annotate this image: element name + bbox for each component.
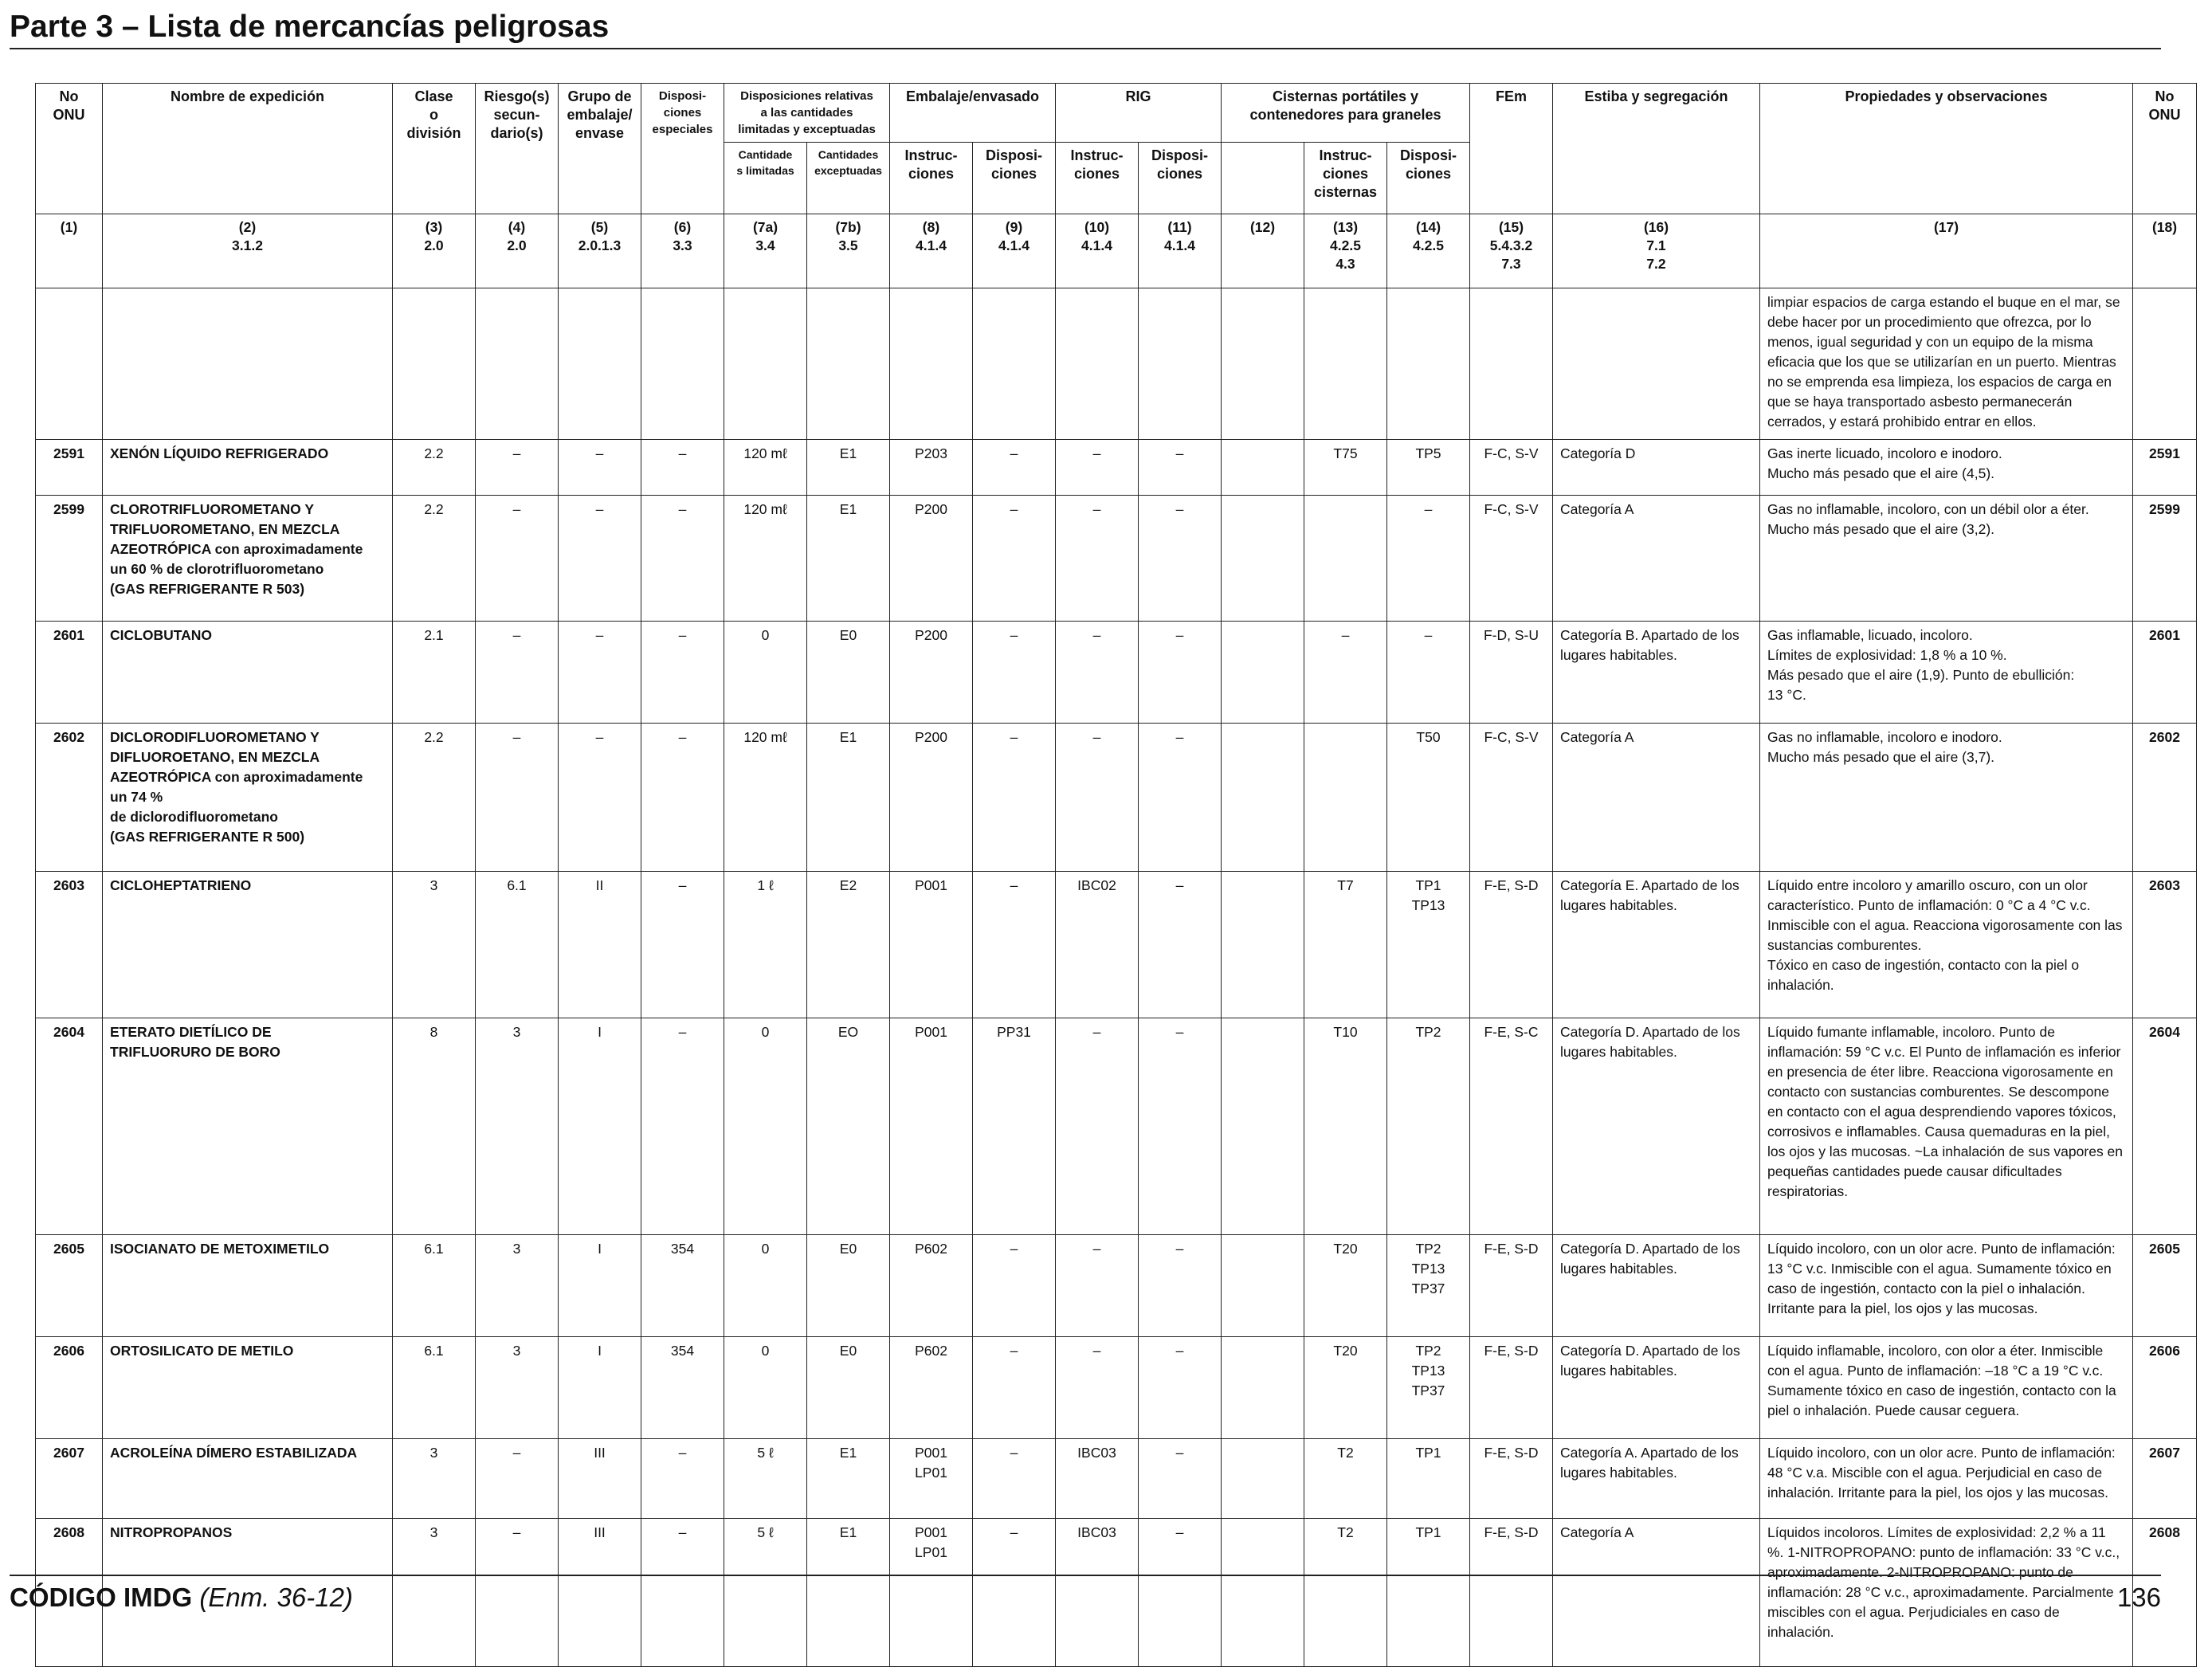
header-disposiciones-especiales: Disposi- ciones especiales <box>641 84 724 214</box>
special-provisions-cell: – <box>641 1439 724 1519</box>
packing-group-cell: I <box>559 1018 641 1235</box>
column-12-cell <box>1222 496 1304 622</box>
column-number-7: (7a) 3.4 <box>724 214 807 288</box>
footer-divider <box>10 1575 2161 1576</box>
limited-quantity-cell: 120 mℓ <box>724 440 807 496</box>
special-provisions-cell: 354 <box>641 1337 724 1439</box>
column-number-4: (4) 2.0 <box>476 214 559 288</box>
properties-cell: Gas no inflamable, incoloro e inodoro. Mucho más pesado que el aire (3,7). <box>1760 724 2133 872</box>
tank-instruction-cell: T7 <box>1304 872 1387 1018</box>
special-provisions-cell: – <box>641 440 724 496</box>
properties-cell: Líquido inflamable, incoloro, con olor a éter. Inmiscible con el agua. Punto de inflamación: –18 °C a 19 °C v.c. Sumamente tóxico en caso de ingestión, contacto con la piel o inhalación. Puede causar ceguera. <box>1760 1337 2133 1439</box>
stowage-cell: Categoría B. Apartado de los lugares habitables. <box>1553 622 1760 724</box>
risk-cell: 6.1 <box>476 872 559 1018</box>
header-divider <box>10 48 2161 49</box>
ibc-instruction-cell: – <box>1056 496 1139 622</box>
ibc-provision-cell: – <box>1139 1519 1222 1667</box>
name-cell: XENÓN LÍQUIDO REFRIGERADO <box>103 440 393 496</box>
header-instrucciones-cisternas: Instruc- ciones cisternas <box>1304 143 1387 214</box>
ibc-provision-cell: – <box>1139 872 1222 1018</box>
class-cell: 8 <box>393 1018 476 1235</box>
ibc-provision-cell: – <box>1139 1018 1222 1235</box>
name-cell: ORTOSILICATO DE METILO <box>103 1337 393 1439</box>
name-cell: CICLOHEPTATRIENO <box>103 872 393 1018</box>
header-embalaje-instrucciones: Instruc- ciones <box>890 143 973 214</box>
un-right-cell: 2607 <box>2133 1439 2197 1519</box>
class-cell: 3 <box>393 1439 476 1519</box>
ibc-instruction-cell: – <box>1056 1235 1139 1337</box>
column-number-17: (16) 7.1 7.2 <box>1553 214 1760 288</box>
name-cell: NITROPROPANOS <box>103 1519 393 1667</box>
column-number-1: (1) <box>36 214 103 288</box>
class-cell: 6.1 <box>393 1337 476 1439</box>
ibc-instruction-cell: – <box>1056 1018 1139 1235</box>
excepted-quantity-cell: E0 <box>807 1235 890 1337</box>
table-row <box>36 1337 2197 1439</box>
ibc-instruction-cell: – <box>1056 440 1139 496</box>
properties-cell: Líquido incoloro, con un olor acre. Punto de inflamación: 48 °C v.a. Miscible con el agua. Perjudicial en caso de inhalación. Irritante para la piel, los ojos y las mucosas. <box>1760 1439 2133 1519</box>
stowage-cell: Categoría A <box>1553 1519 1760 1667</box>
header-cantidades-exceptuadas: Cantidades exceptuadas <box>807 143 890 214</box>
packing-instruction-cell: P602 <box>890 1337 973 1439</box>
risk-cell: 3 <box>476 1337 559 1439</box>
column-number-6: (6) 3.3 <box>641 214 724 288</box>
ibc-instruction-cell: – <box>1056 1337 1139 1439</box>
un-right-cell: 2605 <box>2133 1235 2197 1337</box>
stowage-cell: Categoría D. Apartado de los lugares habitables. <box>1553 1337 1760 1439</box>
class-cell: 2.1 <box>393 622 476 724</box>
limited-quantity-cell: 0 <box>724 622 807 724</box>
un-cell: 2604 <box>36 1018 103 1235</box>
column-12-cell <box>1222 1018 1304 1235</box>
excepted-quantity-cell: EO <box>807 1018 890 1235</box>
stowage-cell: Categoría D. Apartado de los lugares habitables. <box>1553 1235 1760 1337</box>
risk-cell: – <box>476 1439 559 1519</box>
table-row <box>36 1235 2197 1337</box>
column-number-5: (5) 2.0.1.3 <box>559 214 641 288</box>
excepted-quantity-cell: E2 <box>807 872 890 1018</box>
ems-cell: F-E, S-D <box>1470 1439 1553 1519</box>
header-rig-instrucciones: Instruc- ciones <box>1056 143 1139 214</box>
table-row <box>36 724 2197 872</box>
ibc-instruction-cell: – <box>1056 622 1139 724</box>
ems-cell: F-E, S-D <box>1470 872 1553 1018</box>
stowage-cell: Categoría A. Apartado de los lugares habitables. <box>1553 1439 1760 1519</box>
table-row <box>36 440 2197 496</box>
column-12-cell <box>1222 724 1304 872</box>
ibc-instruction-cell: IBC03 <box>1056 1519 1139 1667</box>
limited-quantity-cell: 120 mℓ <box>724 724 807 872</box>
packing-instruction-cell: P001 <box>890 1018 973 1235</box>
stowage-cell: Categoría E. Apartado de los lugares habitables. <box>1553 872 1760 1018</box>
tank-provision-cell: TP1 <box>1387 1519 1470 1667</box>
packing-group-cell: III <box>559 1439 641 1519</box>
name-cell: CLOROTRIFLUOROMETANO Y TRIFLUOROMETANO, EN MEZCLA AZEOTRÓPICA con aproximadamente un 60 % de clorotrifluorometano (GAS REFRIGERANTE R 503) <box>103 496 393 622</box>
header-fem: FEm <box>1470 84 1553 214</box>
un-right-cell: 2601 <box>2133 622 2197 724</box>
column-12-cell <box>1222 440 1304 496</box>
packing-provision-cell: – <box>973 724 1056 872</box>
stowage-cell: Categoría A <box>1553 496 1760 622</box>
packing-provision-cell: – <box>973 496 1056 622</box>
ibc-provision-cell: – <box>1139 1235 1222 1337</box>
packing-instruction-cell: P001 <box>890 872 973 1018</box>
limited-quantity-cell: 5 ℓ <box>724 1439 807 1519</box>
ems-cell: F-E, S-D <box>1470 1337 1553 1439</box>
ibc-provision-cell: – <box>1139 1439 1222 1519</box>
ems-cell: F-C, S-V <box>1470 724 1553 872</box>
risk-cell: – <box>476 496 559 622</box>
ibc-provision-cell: – <box>1139 622 1222 724</box>
column-12-cell <box>1222 1439 1304 1519</box>
column-number-11: (10) 4.1.4 <box>1056 214 1139 288</box>
column-number-8: (7b) 3.5 <box>807 214 890 288</box>
properties-cell: Líquido incoloro, con un olor acre. Punto de inflamación: 13 °C v.c. Inmiscible con el agua. Sumamente tóxico en caso de ingestión, contacto con la piel o inhalación. Irritante para la piel, los ojos y las mucosas. <box>1760 1235 2133 1337</box>
un-right-cell: 2602 <box>2133 724 2197 872</box>
table-body <box>36 288 2197 1667</box>
limited-quantity-cell: 0 <box>724 1018 807 1235</box>
packing-group-cell: – <box>559 496 641 622</box>
tank-instruction-cell: T2 <box>1304 1439 1387 1519</box>
tank-provision-cell: TP1 <box>1387 1439 1470 1519</box>
excepted-quantity-cell: E0 <box>807 1337 890 1439</box>
packing-provision-cell: – <box>973 622 1056 724</box>
column-number-12: (11) 4.1.4 <box>1139 214 1222 288</box>
table-container <box>35 83 2197 1667</box>
header-no-onu: No ONU <box>36 84 103 214</box>
special-provisions-cell: – <box>641 1519 724 1667</box>
un-cell: 2608 <box>36 1519 103 1667</box>
stowage-cell: Categoría A <box>1553 724 1760 872</box>
column-number-10: (9) 4.1.4 <box>973 214 1056 288</box>
special-provisions-cell: – <box>641 622 724 724</box>
column-number-16: (15) 5.4.3.2 7.3 <box>1470 214 1553 288</box>
column-12-cell <box>1222 872 1304 1018</box>
packing-instruction-cell: P200 <box>890 496 973 622</box>
risk-cell: – <box>476 440 559 496</box>
un-cell: 2607 <box>36 1439 103 1519</box>
un-right-cell: 2608 <box>2133 1519 2197 1667</box>
column-number-2: (2) 3.1.2 <box>103 214 393 288</box>
header-no-onu-right: No ONU <box>2133 84 2197 214</box>
class-cell: 2.2 <box>393 440 476 496</box>
packing-group-cell: – <box>559 622 641 724</box>
limited-quantity-cell: 120 mℓ <box>724 496 807 622</box>
name-cell: ACROLEÍNA DÍMERO ESTABILIZADA <box>103 1439 393 1519</box>
tank-provision-cell: TP2 TP13 TP37 <box>1387 1235 1470 1337</box>
stowage-cell: Categoría D. Apartado de los lugares habitables. <box>1553 1018 1760 1235</box>
properties-cell: Gas inerte licuado, incoloro e inodoro. Mucho más pesado que el aire (4,5). <box>1760 440 2133 496</box>
tank-instruction-cell: – <box>1304 622 1387 724</box>
stowage-cell: Categoría D <box>1553 440 1760 496</box>
risk-cell: – <box>476 724 559 872</box>
excepted-quantity-cell: E1 <box>807 1439 890 1519</box>
header-grupo: Grupo de embalaje/ envase <box>559 84 641 214</box>
un-cell: 2606 <box>36 1337 103 1439</box>
column-number-13: (12) <box>1222 214 1304 288</box>
ibc-provision-cell: – <box>1139 496 1222 622</box>
header-estiba: Estiba y segregación <box>1553 84 1760 214</box>
column-number-row <box>36 214 2197 288</box>
limited-quantity-cell: 0 <box>724 1337 807 1439</box>
tank-provision-cell: – <box>1387 496 1470 622</box>
tank-instruction-cell: T10 <box>1304 1018 1387 1235</box>
header-propiedades: Propiedades y observaciones <box>1760 84 2133 214</box>
packing-instruction-cell: P602 <box>890 1235 973 1337</box>
column-number-15: (14) 4.2.5 <box>1387 214 1470 288</box>
packing-group-cell: – <box>559 440 641 496</box>
properties-cell: Líquido entre incoloro y amarillo oscuro, con un olor característico. Punto de inflamación: 0 °C a 4 °C v.c. Inmiscible con el agua. Reacciona vigorosamente con las sustancias comburentes. Tóxico en caso de ingestión, contacto con la piel o inhalación. <box>1760 872 2133 1018</box>
special-provisions-cell: – <box>641 1018 724 1235</box>
tank-provision-cell: TP5 <box>1387 440 1470 496</box>
special-provisions-cell: 354 <box>641 1235 724 1337</box>
packing-group-cell: II <box>559 872 641 1018</box>
column-12-cell <box>1222 1337 1304 1439</box>
tank-provision-cell: TP2 <box>1387 1018 1470 1235</box>
class-cell: 6.1 <box>393 1235 476 1337</box>
packing-provision-cell: – <box>973 1439 1056 1519</box>
ibc-instruction-cell: IBC02 <box>1056 872 1139 1018</box>
header-riesgo: Riesgo(s) secun- dario(s) <box>476 84 559 214</box>
name-cell: CICLOBUTANO <box>103 622 393 724</box>
header-cisternas-group: Cisternas portátiles y contenedores para graneles <box>1222 84 1470 143</box>
tank-instruction-cell: T75 <box>1304 440 1387 496</box>
name-cell: DICLORODIFLUOROMETANO Y DIFLUOROETANO, EN MEZCLA AZEOTRÓPICA con aproximadamente un 74 % de diclorodifluorometano (GAS REFRIGERANTE R 500) <box>103 724 393 872</box>
column-number-9: (8) 4.1.4 <box>890 214 973 288</box>
header-cantidades-group: Disposiciones relativas a las cantidades limitadas y exceptuadas <box>724 84 890 143</box>
un-right-cell: 2603 <box>2133 872 2197 1018</box>
page-number: 136 <box>2116 1583 2161 1612</box>
page-title: Parte 3 – Lista de mercancías peligrosas <box>10 10 610 44</box>
name-cell: ISOCIANATO DE METOXIMETILO <box>103 1235 393 1337</box>
tank-instruction-cell: T2 <box>1304 1519 1387 1667</box>
ems-cell: F-C, S-V <box>1470 496 1553 622</box>
page-footer <box>10 1583 2161 1614</box>
un-cell: 2605 <box>36 1235 103 1337</box>
ems-cell: F-D, S-U <box>1470 622 1553 724</box>
header-nombre: Nombre de expedición <box>103 84 393 214</box>
table-row <box>36 1439 2197 1519</box>
tank-instruction-cell <box>1304 724 1387 872</box>
un-cell: 2603 <box>36 872 103 1018</box>
ibc-instruction-cell: – <box>1056 724 1139 872</box>
risk-cell: 3 <box>476 1235 559 1337</box>
packing-instruction-cell: P203 <box>890 440 973 496</box>
packing-group-cell: I <box>559 1235 641 1337</box>
properties-cell: Gas inflamable, licuado, incoloro. Límites de explosividad: 1,8 % a 10 %. Más pesado que el aire (1,9). Punto de ebullición: 13 °C. <box>1760 622 2133 724</box>
tank-instruction-cell <box>1304 496 1387 622</box>
class-cell: 2.2 <box>393 496 476 622</box>
special-provisions-cell: – <box>641 724 724 872</box>
header-row-1 <box>36 84 2197 143</box>
column-number-3: (3) 2.0 <box>393 214 476 288</box>
un-cell: 2602 <box>36 724 103 872</box>
un-right-cell: 2606 <box>2133 1337 2197 1439</box>
header-col-12-blank <box>1222 143 1304 214</box>
tank-provision-cell: – <box>1387 622 1470 724</box>
column-12-cell <box>1222 622 1304 724</box>
table-row <box>36 1018 2197 1235</box>
header-cisternas-disposiciones: Disposi- ciones <box>1387 143 1470 214</box>
un-right-cell: 2604 <box>2133 1018 2197 1235</box>
name-cell: ETERATO DIETÍLICO DE TRIFLUORURO DE BORO <box>103 1018 393 1235</box>
packing-provision-cell: – <box>973 1337 1056 1439</box>
excepted-quantity-cell: E1 <box>807 1519 890 1667</box>
ems-cell: F-E, S-C <box>1470 1018 1553 1235</box>
packing-instruction-cell: P001 LP01 <box>890 1439 973 1519</box>
un-right-cell: 2591 <box>2133 440 2197 496</box>
packing-instruction-cell: P001 LP01 <box>890 1519 973 1667</box>
excepted-quantity-cell: E1 <box>807 440 890 496</box>
continuation-row <box>36 288 2197 440</box>
packing-provision-cell: – <box>973 1235 1056 1337</box>
excepted-quantity-cell: E1 <box>807 496 890 622</box>
table-row <box>36 622 2197 724</box>
excepted-quantity-cell: E0 <box>807 622 890 724</box>
table-row <box>36 872 2197 1018</box>
un-cell: 2591 <box>36 440 103 496</box>
packing-provision-cell: – <box>973 440 1056 496</box>
dangerous-goods-table <box>35 83 2197 1667</box>
continuation-text: limpiar espacios de carga estando el buque en el mar, se debe hacer por un procedimiento que ofrezca, por lo menos, igual seguridad y con un equipo de la misma eficacia que los que se utilizarían en un puerto. Mientras no se emprenda esa limpieza, los espacios de carga en que se haya transportado asbesto permanecerán cerrados, y estará prohibido entrar en ellos. <box>1760 288 2133 440</box>
ibc-provision-cell: – <box>1139 1337 1222 1439</box>
column-number-14: (13) 4.2.5 4.3 <box>1304 214 1387 288</box>
limited-quantity-cell: 0 <box>724 1235 807 1337</box>
column-number-18: (17) <box>1760 214 2133 288</box>
header-rig-disposiciones: Disposi- ciones <box>1139 143 1222 214</box>
ibc-provision-cell: – <box>1139 440 1222 496</box>
packing-group-cell: III <box>559 1519 641 1667</box>
page-header <box>10 10 2161 45</box>
ems-cell: F-C, S-V <box>1470 440 1553 496</box>
packing-group-cell: I <box>559 1337 641 1439</box>
ems-cell: F-E, S-D <box>1470 1235 1553 1337</box>
risk-cell: – <box>476 1519 559 1667</box>
limited-quantity-cell: 1 ℓ <box>724 872 807 1018</box>
tank-provision-cell: T50 <box>1387 724 1470 872</box>
packing-instruction-cell: P200 <box>890 622 973 724</box>
excepted-quantity-cell: E1 <box>807 724 890 872</box>
packing-instruction-cell: P200 <box>890 724 973 872</box>
header-clase: Clase o división <box>393 84 476 214</box>
tank-instruction-cell: T20 <box>1304 1337 1387 1439</box>
tank-provision-cell: TP2 TP13 TP37 <box>1387 1337 1470 1439</box>
column-12-cell <box>1222 1235 1304 1337</box>
footer-code: CÓDIGO IMDG <box>10 1583 193 1612</box>
risk-cell: 3 <box>476 1018 559 1235</box>
class-cell: 2.2 <box>393 724 476 872</box>
properties-cell: Líquidos incoloros. Límites de explosividad: 2,2 % a 11 %. 1-NITROPROPANO: punto de inflamación: 33 °C v.c., aproximadamente. 2-NITROPROPANO: punto de inflamación: 28 °C v.c., aproximadamente. Parcialmente miscibles con el agua. Perjudiciales en caso de inhalación. <box>1760 1519 2133 1667</box>
ems-cell: F-E, S-D <box>1470 1519 1553 1667</box>
un-right-cell: 2599 <box>2133 496 2197 622</box>
un-cell: 2601 <box>36 622 103 724</box>
table-row <box>36 496 2197 622</box>
footer-amendment: (Enm. 36-12) <box>199 1583 353 1612</box>
class-cell: 3 <box>393 872 476 1018</box>
header-embalaje-disposiciones: Disposi- ciones <box>973 143 1056 214</box>
header-embalaje-group: Embalaje/envasado <box>890 84 1056 143</box>
packing-provision-cell: – <box>973 872 1056 1018</box>
column-number-19: (18) <box>2133 214 2197 288</box>
properties-cell: Líquido fumante inflamable, incoloro. Punto de inflamación: 59 °C v.c. El Punto de inflamación es inferior en presencia de éter libre. Reacciona vigorosamente en contacto con sustancias comburentes. Se descompone en contacto con el agua desprendiendo vapores tóxicos, corrosivos e inflamables. Causa quemaduras en la piel, los ojos y las mucosas. ~La inhalación de sus vapores en pequeñas cantidades puede causar dificultades respiratorias. <box>1760 1018 2133 1235</box>
un-cell: 2599 <box>36 496 103 622</box>
limited-quantity-cell: 5 ℓ <box>724 1519 807 1667</box>
packing-provision-cell: PP31 <box>973 1018 1056 1235</box>
properties-cell: Gas no inflamable, incoloro, con un débil olor a éter. Mucho más pesado que el aire (3,2). <box>1760 496 2133 622</box>
tank-provision-cell: TP1 TP13 <box>1387 872 1470 1018</box>
class-cell: 3 <box>393 1519 476 1667</box>
packing-provision-cell: – <box>973 1519 1056 1667</box>
header-rig-group: RIG <box>1056 84 1222 143</box>
ibc-provision-cell: – <box>1139 724 1222 872</box>
risk-cell: – <box>476 622 559 724</box>
special-provisions-cell: – <box>641 496 724 622</box>
special-provisions-cell: – <box>641 872 724 1018</box>
header-cantidades-limitadas: Cantidade s limitadas <box>724 143 807 214</box>
tank-instruction-cell: T20 <box>1304 1235 1387 1337</box>
packing-group-cell: – <box>559 724 641 872</box>
ibc-instruction-cell: IBC03 <box>1056 1439 1139 1519</box>
